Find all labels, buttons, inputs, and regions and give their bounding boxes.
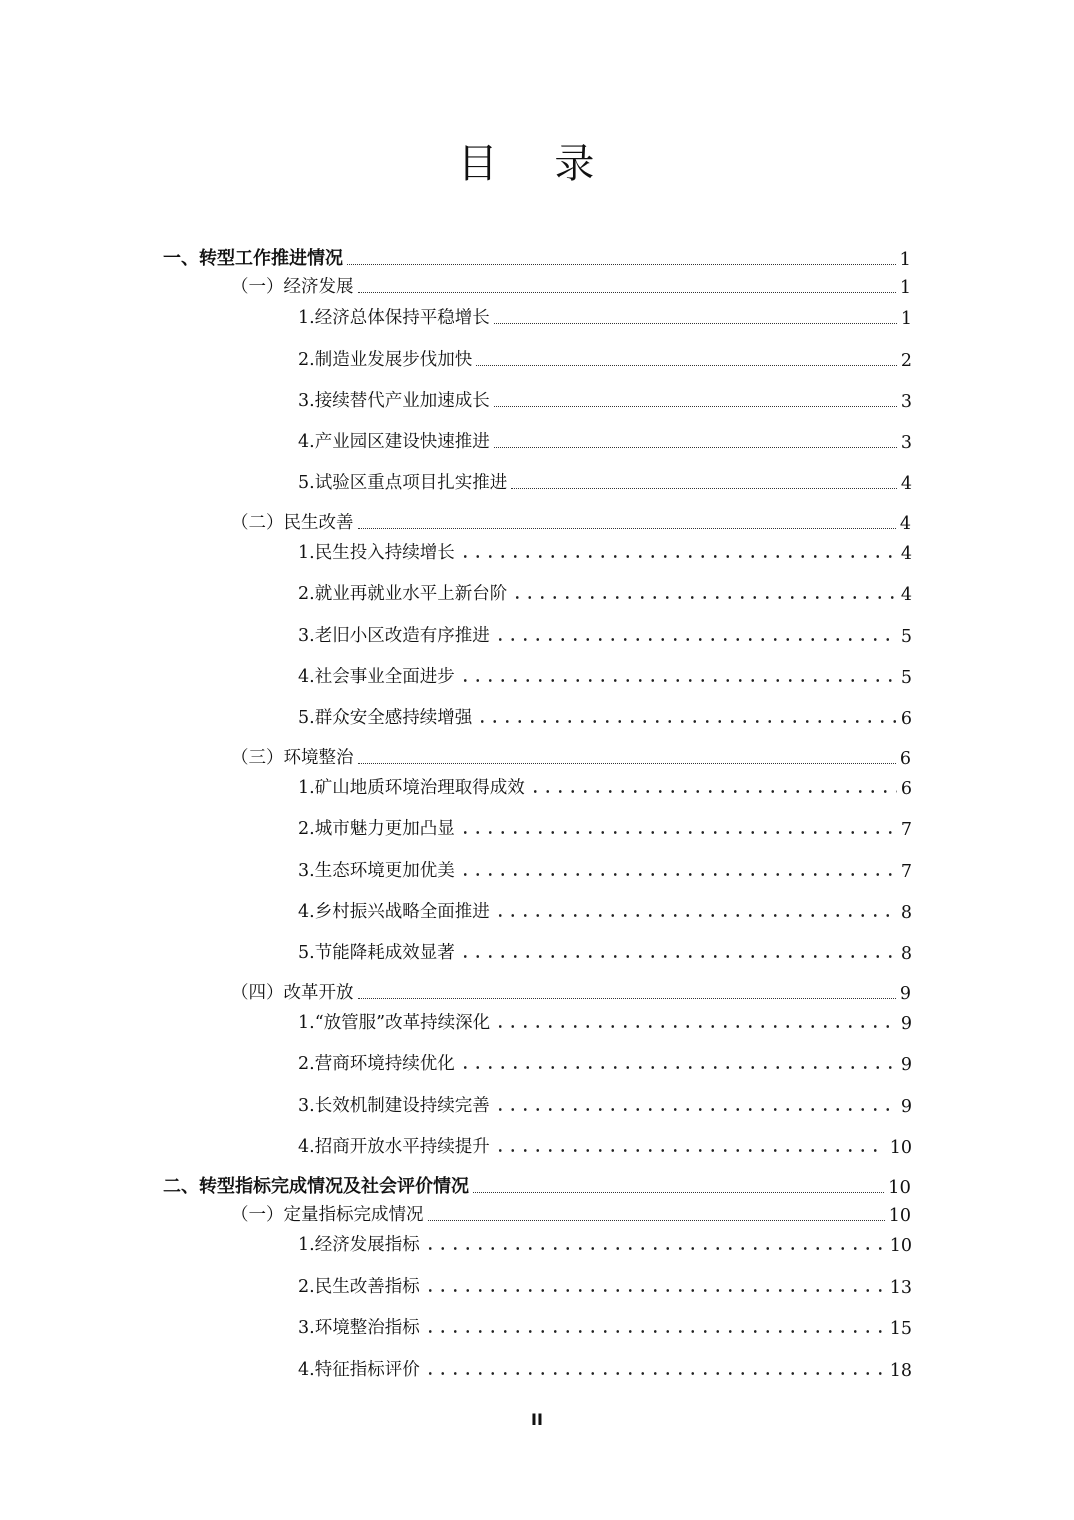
toc-entry[interactable] <box>298 1133 912 1158</box>
toc-entry[interactable] <box>298 704 912 729</box>
dot-leader <box>494 914 897 917</box>
page-title: 目 录 <box>457 141 617 187</box>
toc-entry-label: 2.民生改善指标 <box>298 1277 420 1297</box>
toc-entry-label: （一）定量指标完成情况 <box>231 1205 424 1225</box>
toc-entry-page: 1 <box>899 249 911 270</box>
toc-entry-label: 二、转型指标完成情况及社会评价情况 <box>163 1176 469 1197</box>
dot-leader <box>358 528 896 529</box>
toc-entry[interactable] <box>298 304 912 329</box>
toc-entry-label: 3.生态环境更加优美 <box>298 861 455 881</box>
toc-entry[interactable] <box>298 898 912 923</box>
dot-leader <box>459 831 897 834</box>
page-number: II <box>531 1410 543 1429</box>
toc-entry-label: 3.长效机制建设持续完善 <box>298 1096 490 1116</box>
toc-entry-page: 3 <box>900 433 912 453</box>
toc-entry-label: 1.经济总体保持平稳增长 <box>298 308 490 328</box>
toc-entry-page: 6 <box>900 709 912 729</box>
toc-entry[interactable] <box>298 939 912 964</box>
toc-entry-page: 8 <box>900 944 912 964</box>
toc-entry-page: 7 <box>900 862 912 882</box>
toc-entry-page: 18 <box>889 1361 912 1381</box>
toc-entry-label: 2.就业再就业水平上新台阶 <box>298 584 508 604</box>
toc-entry[interactable] <box>298 1356 912 1381</box>
toc-entry-label: （一）经济发展 <box>231 277 354 297</box>
toc-entry[interactable] <box>231 979 911 1004</box>
toc-entry-label: 2.营商环境持续优化 <box>298 1054 455 1074</box>
toc-entry-label: 5.节能降耗成效显著 <box>298 943 455 963</box>
toc-entry[interactable] <box>298 1314 912 1339</box>
toc-entry-label: 4.招商开放水平持续提升 <box>298 1137 490 1157</box>
dot-leader <box>459 955 897 958</box>
toc-entry[interactable] <box>163 244 911 270</box>
toc-entry[interactable] <box>298 387 912 412</box>
toc-entry-label: 2.制造业发展步伐加快 <box>298 350 473 370</box>
dot-leader <box>494 447 897 448</box>
toc-entry-label: 3.环境整治指标 <box>298 1318 420 1338</box>
toc-entry-label: 5.试验区重点项目扎实推进 <box>298 473 508 493</box>
toc-entry-label: 1.“放管服”改革持续深化 <box>298 1013 491 1033</box>
toc-entry-page: 2 <box>900 351 912 371</box>
dot-leader <box>473 1192 884 1193</box>
toc-entry-label: 2.城市魅力更加凸显 <box>298 819 455 839</box>
toc-entry-label: 1.经济发展指标 <box>298 1235 420 1255</box>
toc-entry-label: 5.群众安全感持续增强 <box>298 708 473 728</box>
toc-entry[interactable] <box>298 622 912 647</box>
toc-entry[interactable] <box>298 428 912 453</box>
toc-entry-page: 9 <box>899 984 911 1004</box>
toc-entry-label: （四）改革开放 <box>231 983 354 1003</box>
dot-leader <box>494 406 897 407</box>
toc-entry-page: 13 <box>889 1278 912 1298</box>
toc-entry[interactable] <box>231 1201 911 1226</box>
toc-entry[interactable] <box>298 774 912 799</box>
dot-leader <box>428 1220 885 1221</box>
toc-entry-label: 1.矿山地质环境治理取得成效 <box>298 778 525 798</box>
toc-entry-page: 9 <box>900 1055 912 1075</box>
toc-entry-page: 5 <box>900 627 912 647</box>
toc-entry-page: 8 <box>900 903 912 923</box>
toc-entry[interactable] <box>298 1231 912 1256</box>
dot-leader <box>424 1372 886 1375</box>
toc-entry-page: 9 <box>900 1014 912 1034</box>
dot-leader <box>459 555 897 558</box>
toc-entry[interactable] <box>298 469 912 494</box>
toc-entry-label: 4.社会事业全面进步 <box>298 667 455 687</box>
toc-entry-page: 10 <box>888 1177 911 1198</box>
toc-entry-page: 10 <box>889 1236 912 1256</box>
toc-entry[interactable] <box>298 539 912 564</box>
dot-leader <box>494 1108 897 1111</box>
toc-entry[interactable] <box>298 857 912 882</box>
toc-entry-page: 1 <box>899 278 911 298</box>
dot-leader <box>347 264 896 265</box>
toc-entry-label: 4.产业园区建设快速推进 <box>298 432 490 452</box>
dot-leader <box>459 679 897 682</box>
toc-entry-page: 4 <box>900 544 912 564</box>
dot-leader <box>424 1247 886 1250</box>
dot-leader <box>494 323 897 324</box>
toc-entry[interactable] <box>231 509 911 534</box>
toc-entry-label: 1.民生投入持续增长 <box>298 543 455 563</box>
toc-entry-label: （三）环境整治 <box>231 748 354 768</box>
toc-entry[interactable] <box>298 1273 912 1298</box>
dot-leader <box>424 1289 886 1292</box>
toc-entry-page: 15 <box>889 1319 912 1339</box>
toc-entry-label: （二）民生改善 <box>231 513 354 533</box>
dot-leader <box>358 292 896 293</box>
toc-entry[interactable] <box>231 744 911 769</box>
toc-entry[interactable] <box>298 1092 912 1117</box>
toc-entry-page: 1 <box>900 309 912 329</box>
dot-leader <box>511 488 897 489</box>
toc-entry-page: 3 <box>900 392 912 412</box>
dot-leader <box>358 763 896 764</box>
toc-entry-label: 一、转型工作推进情况 <box>163 248 343 269</box>
toc-entry[interactable] <box>298 1050 912 1075</box>
dot-leader <box>358 998 896 999</box>
toc-entry-page: 7 <box>900 820 912 840</box>
toc-entry-page: 10 <box>889 1138 912 1158</box>
toc-entry-page: 5 <box>900 668 912 688</box>
toc-entry[interactable] <box>163 1172 911 1198</box>
toc-entry-page: 9 <box>900 1097 912 1117</box>
dot-leader <box>494 1025 897 1028</box>
toc-entry-page: 4 <box>900 585 912 605</box>
toc-entry[interactable] <box>298 580 912 605</box>
toc-entry-page: 6 <box>899 749 911 769</box>
toc-entry[interactable] <box>298 815 912 840</box>
dot-leader <box>424 1330 886 1333</box>
dot-leader <box>476 365 897 366</box>
toc-entry[interactable] <box>298 1009 912 1034</box>
toc-entry-page: 4 <box>900 474 912 494</box>
dot-leader <box>511 596 897 599</box>
dot-leader <box>529 790 897 793</box>
dot-leader <box>459 1066 897 1069</box>
dot-leader <box>494 638 897 641</box>
toc-entry-page: 6 <box>900 779 912 799</box>
dot-leader <box>459 873 897 876</box>
toc-entry[interactable] <box>298 346 912 371</box>
toc-entry[interactable] <box>298 663 912 688</box>
dot-leader <box>494 1149 886 1152</box>
toc-entry-label: 3.老旧小区改造有序推进 <box>298 626 490 646</box>
toc-entry-label: 4.特征指标评价 <box>298 1360 420 1380</box>
toc-entry-page: 10 <box>888 1206 911 1226</box>
toc-entry[interactable] <box>231 273 911 298</box>
dot-leader <box>476 720 897 723</box>
toc-entry-label: 4.乡村振兴战略全面推进 <box>298 902 490 922</box>
toc-entry-page: 4 <box>899 514 911 534</box>
toc-entry-label: 3.接续替代产业加速成长 <box>298 391 490 411</box>
